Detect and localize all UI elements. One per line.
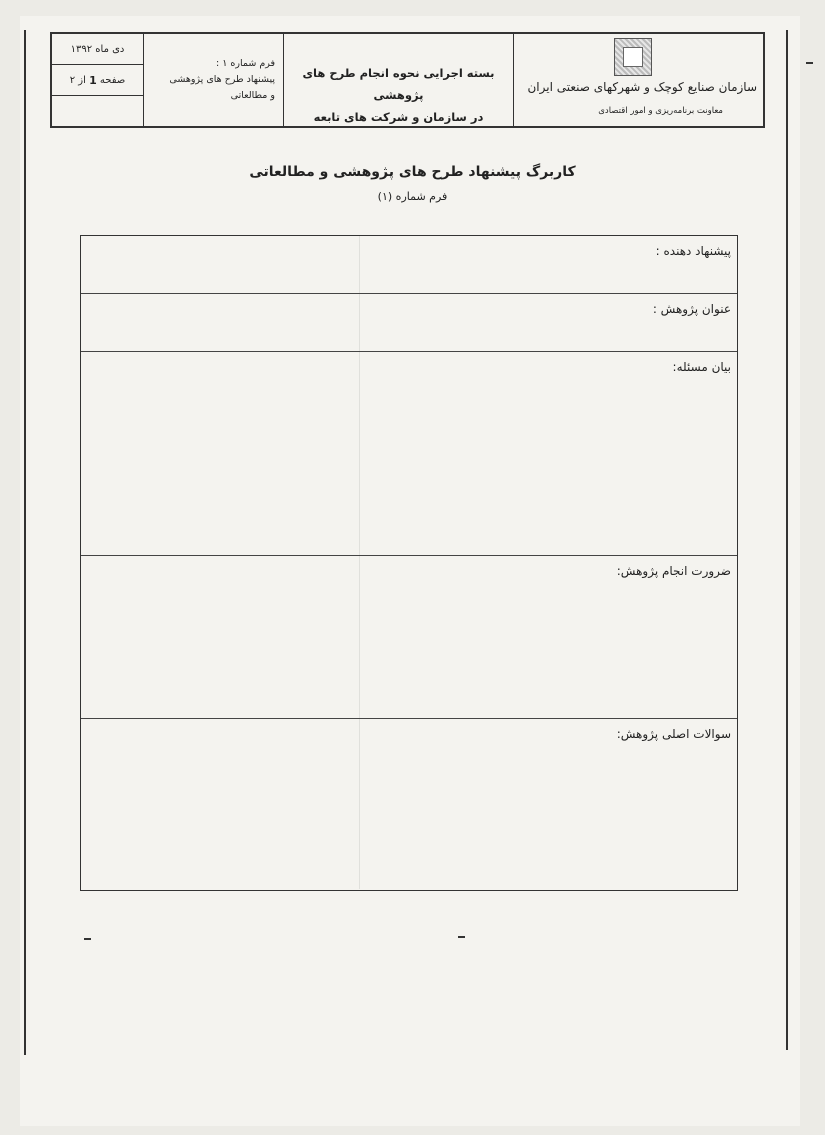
page-total: ۲ bbox=[69, 74, 76, 86]
organization-subdivision: معاونت برنامه‌ریزی و امور اقتصادی bbox=[598, 106, 723, 116]
field-row-problem-statement[interactable] bbox=[81, 352, 737, 556]
package-title-cell bbox=[284, 34, 514, 126]
field-label-proposer: پیشنهاد دهنده : bbox=[655, 244, 731, 258]
empty-row bbox=[52, 96, 143, 130]
document-title: کاربرگ پیشنهاد طرح های پژوهشی و مطالعاتی bbox=[249, 164, 576, 180]
page-prefix: صفحه bbox=[99, 74, 126, 86]
page-row bbox=[52, 65, 143, 96]
form-ref-line3: و مطالعاتی bbox=[230, 90, 275, 101]
field-label-research-questions: سوالات اصلی پژوهش: bbox=[616, 727, 731, 741]
form-ref-line1: فرم شماره ۱ : bbox=[216, 58, 275, 69]
field-row-research-necessity[interactable] bbox=[81, 556, 737, 719]
date-page-cell bbox=[52, 34, 144, 126]
date-text: دی ماه ۱۳۹۲ bbox=[70, 43, 125, 55]
organization-name: سازمان صنایع کوچک و شهرکهای صنعتی ایران bbox=[527, 80, 757, 94]
field-label-problem-statement: بیان مسئله: bbox=[672, 360, 731, 374]
form-number: فرم شماره (۱) bbox=[377, 190, 448, 203]
field-label-research-title: عنوان پژوهش : bbox=[652, 302, 731, 316]
scan-mark bbox=[458, 936, 465, 938]
scan-mark bbox=[84, 938, 91, 940]
proposal-form-table bbox=[80, 235, 738, 891]
page-separator: از bbox=[78, 74, 86, 86]
date-row bbox=[52, 34, 143, 65]
package-title-line1: بسته اجرایی نحوه انجام طرح های پژوهشی bbox=[302, 66, 495, 102]
left-margin-rule bbox=[24, 30, 26, 1055]
right-margin-rule bbox=[786, 30, 788, 1050]
form-reference-cell bbox=[144, 34, 284, 126]
organization-logo-icon bbox=[614, 38, 652, 76]
field-row-proposer[interactable] bbox=[81, 236, 737, 294]
package-title-line2: در سازمان و شرکت های تابعه bbox=[313, 110, 484, 124]
document-header bbox=[50, 32, 765, 128]
form-ref-line2: پیشنهاد طرح های پژوهشی bbox=[169, 74, 275, 85]
organization-cell bbox=[514, 34, 763, 126]
field-row-research-questions[interactable] bbox=[81, 719, 737, 889]
field-label-research-necessity: ضرورت انجام پژوهش: bbox=[616, 564, 731, 578]
page-current: 1 bbox=[89, 73, 97, 87]
field-row-research-title[interactable] bbox=[81, 294, 737, 352]
scan-mark bbox=[806, 62, 813, 64]
